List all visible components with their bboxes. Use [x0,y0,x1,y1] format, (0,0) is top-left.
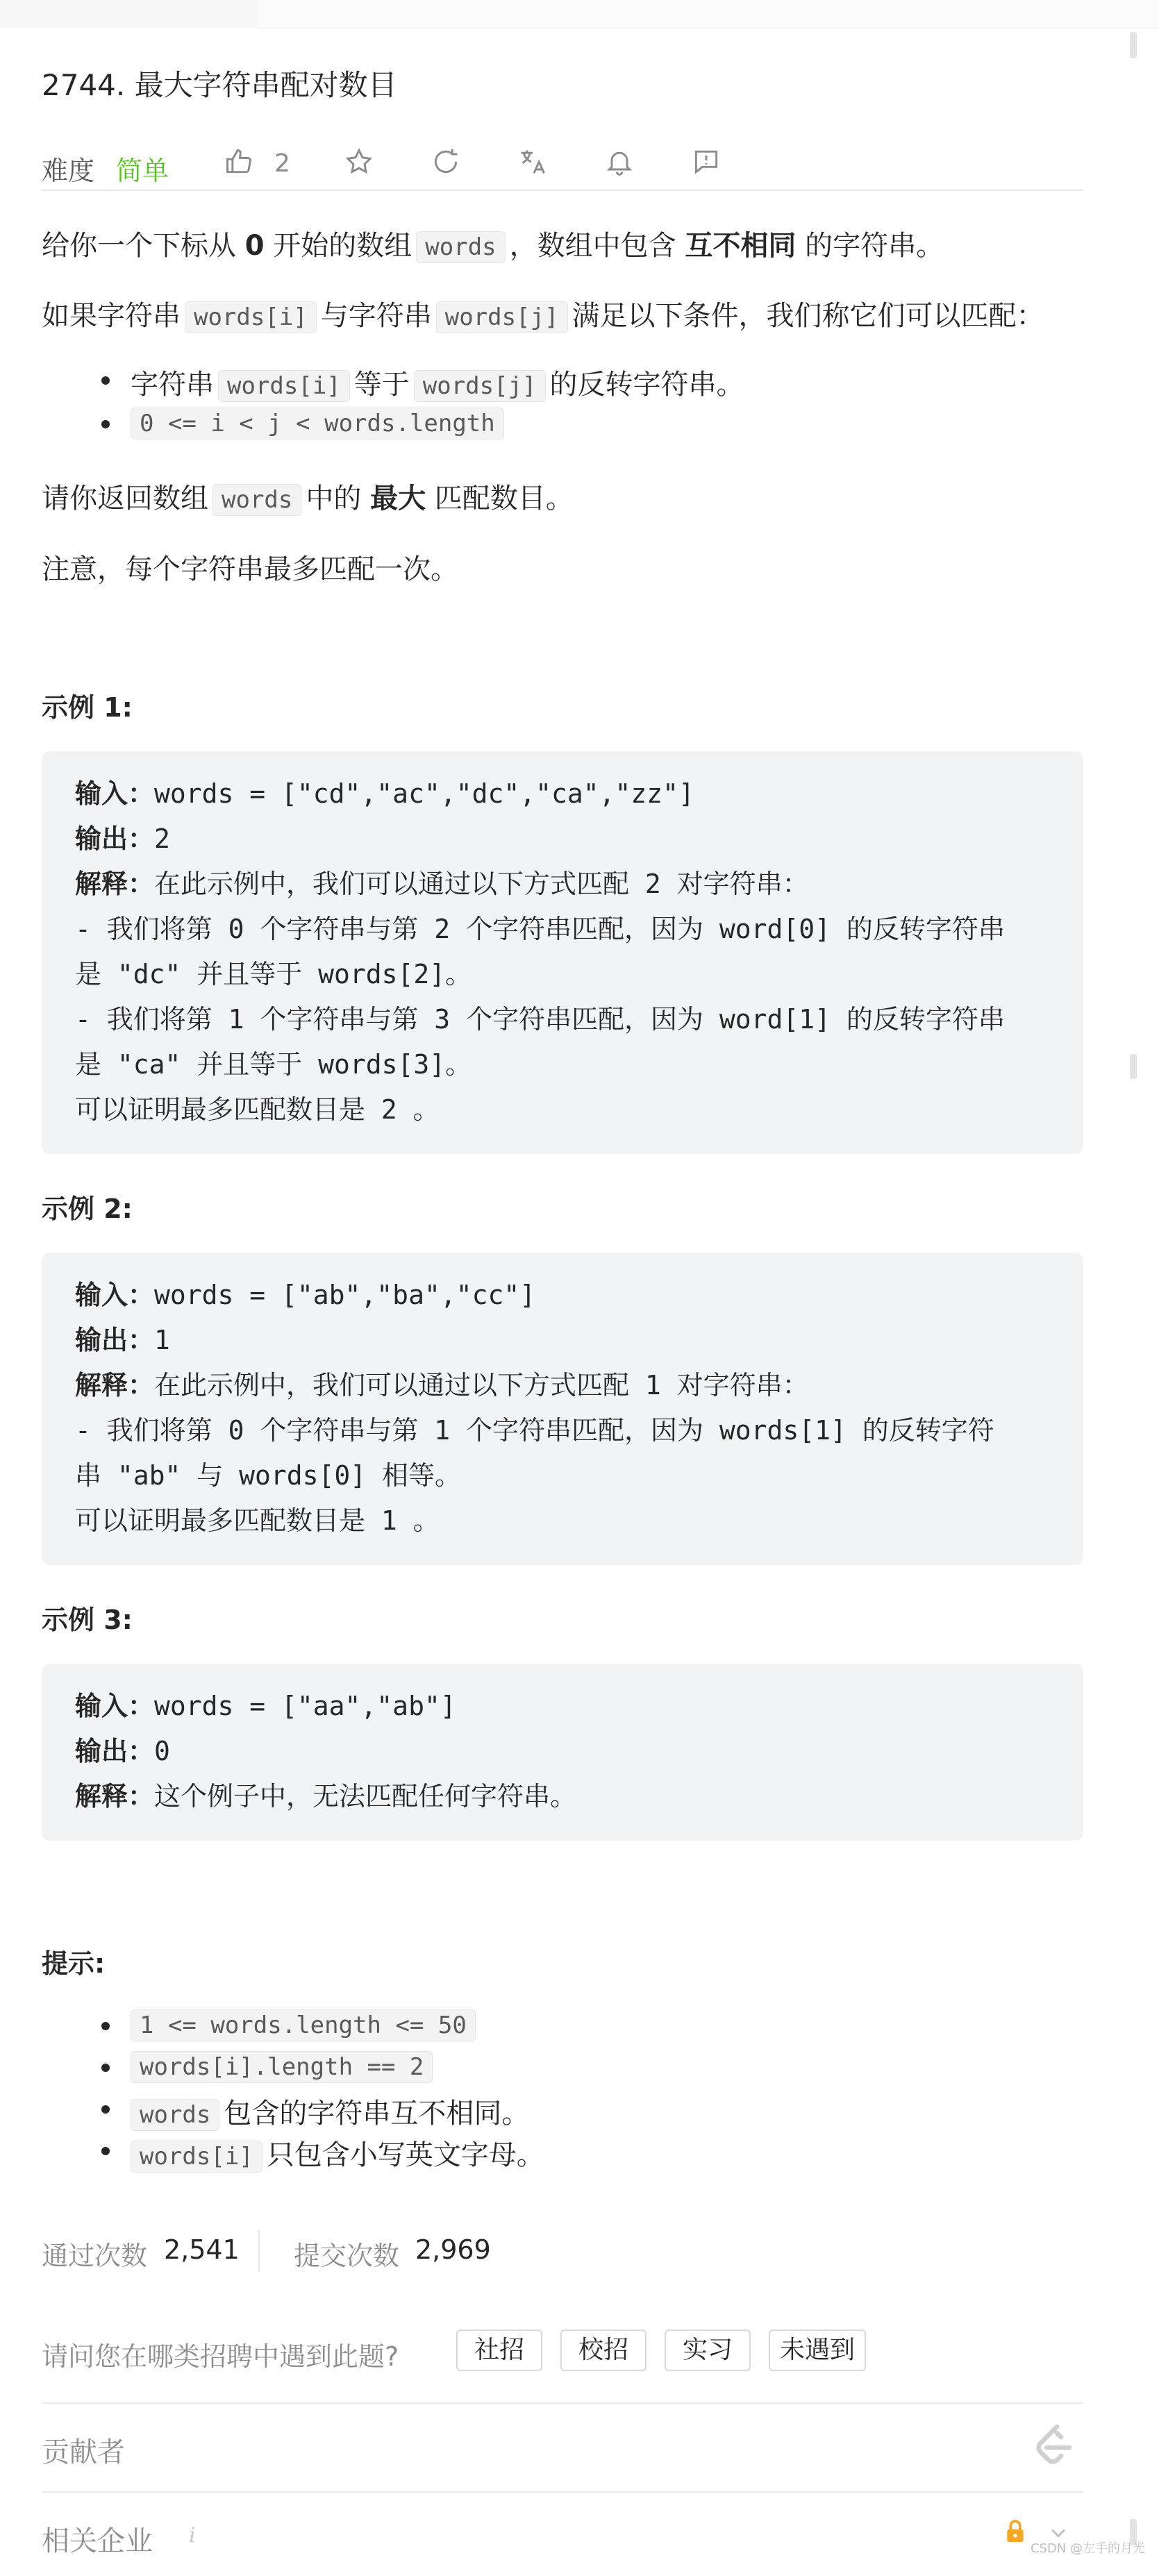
example-1-block [42,751,1083,1154]
submissions-label: 提交次数 [294,2241,400,2271]
inline-code: words [131,2099,219,2131]
description-paragraph-2: 如果字符串 words[i] 与字符串 words[j] 满足以下条件，我们称它们可以匹配： [42,300,1044,332]
recruit-option-intern[interactable]: 实习 [665,2330,751,2371]
watermark: CSDN @左手的月光 [1030,2541,1145,2556]
example-line: 输入：words = ["ab","ba","cc"] [75,1280,536,1310]
example-line: 输出：0 [75,1736,170,1766]
like-count: 2 [274,149,290,178]
example-line: 是 "dc" 并且等于 words[2]。 [75,959,472,989]
recruit-option-campus[interactable]: 校招 [560,2330,647,2371]
leetcode-logo-icon [1028,2420,1078,2470]
example-line: - 我们将第 0 个字符串与第 1 个字符串匹配，因为 words[1] 的反转字符 [75,1415,994,1446]
hint-item-3: words 包含的字符串互不相同。 [131,2091,529,2131]
inline-code: words[i] [185,301,317,333]
contributors-label: 贡献者 [42,2436,125,2468]
companies-row[interactable] [42,2491,1083,2576]
meta-divider [42,190,1083,191]
hints-heading: 提示: [42,1948,106,1979]
inline-code: words[i] [218,370,350,402]
description-paragraph-1: 给你一个下标从 0 开始的数组 words ，数组中包含 互不相同 的字符串。 [42,230,944,262]
condition-item-2 [131,406,508,440]
inline-code: 0 <= i < j < words.length [131,408,504,440]
example-line: 输出：2 [75,823,170,854]
example-line: 可以证明最多匹配数目是 1 。 [75,1505,440,1536]
example-line: 输入：words = ["aa","ab"] [75,1691,456,1721]
example-line: - 我们将第 1 个字符串与第 3 个字符串匹配，因为 word[1] 的反转字符串 [75,1004,1005,1035]
scrollbar-marker-top[interactable] [1130,32,1137,58]
accepted-label: 通过次数 [42,2241,148,2271]
companies-label: 相关企业 [42,2525,153,2557]
example-line: 解释：在此示例中，我们可以通过以下方式匹配 1 对字符串： [75,1370,809,1400]
recruit-option-social[interactable]: 社招 [456,2330,542,2371]
example-line: 串 "ab" 与 words[0] 相等。 [75,1460,462,1491]
top-bar [0,0,1159,28]
hint-item-4: words[i] 只包含小写英文字母。 [131,2133,544,2173]
scrollbar[interactable] [1126,28,1140,2541]
difficulty-label: 难度 [42,156,95,186]
translate-icon[interactable] [517,147,552,181]
recruit-option-none[interactable]: 未遇到 [769,2330,866,2371]
info-icon[interactable]: i [189,2523,196,2548]
problem-title: 2744. 最大字符串配对数目 [42,68,397,102]
recruit-question: 请问您在哪类招聘中遇到此题? [42,2341,399,2372]
top-bar-fill [258,0,1159,28]
contributors-row[interactable] [42,2402,1083,2487]
accepted-count: 2,541 [164,2234,240,2265]
scrollbar-thumb[interactable] [1130,1054,1137,1079]
problem-meta [42,149,1083,188]
example-3-block [42,1664,1083,1841]
inline-code: 1 <= words.length <= 50 [131,2009,476,2041]
tab-strip[interactable] [0,0,259,28]
example-1-heading: 示例 1: [42,692,133,723]
difficulty-badge: 简单 [116,156,169,186]
example-line: - 我们将第 0 个字符串与第 2 个字符串匹配，因为 word[0] 的反转字符串 [75,914,1005,944]
description-note: 注意，每个字符串最多匹配一次。 [42,553,458,585]
inline-code: words[i].length == 2 [131,2051,433,2083]
example-line: 可以证明最多匹配数目是 2 。 [75,1094,440,1125]
inline-code: words [416,231,505,263]
example-line: 输入：words = ["cd","ac","dc","ca","zz"] [75,778,694,809]
inline-code: words[i] [131,2141,262,2173]
inline-code: words [212,484,301,516]
condition-item-1: 字符串 words[i] 等于 words[j] 的反转字符串。 [131,362,744,402]
hint-item-2 [131,2050,437,2083]
submissions-count: 2,969 [415,2234,491,2265]
example-line: 输出：1 [75,1325,170,1355]
example-2-heading: 示例 2: [42,1194,133,1224]
example-line: 解释：在此示例中，我们可以通过以下方式匹配 2 对字符串： [75,869,809,899]
bell-icon[interactable] [604,147,639,181]
lock-icon [1001,2518,1032,2548]
description-paragraph-3: 请你返回数组 words 中的 最大 匹配数目。 [42,483,574,515]
thumbs-up-icon[interactable] [224,147,258,181]
inline-code: words[j] [436,301,568,333]
submission-stats [42,2234,1083,2276]
star-icon[interactable] [344,147,378,181]
hint-item-1 [131,2008,480,2041]
share-icon[interactable] [431,147,465,181]
example-line: 解释：这个例子中，无法匹配任何字符串。 [75,1781,577,1812]
feedback-icon[interactable] [691,147,726,181]
recruit-survey [42,2330,1083,2378]
example-line: 是 "ca" 并且等于 words[3]。 [75,1049,472,1080]
inline-code: words[j] [414,370,546,402]
example-2-block [42,1253,1083,1565]
stats-separator [258,2230,260,2272]
example-3-heading: 示例 3: [42,1605,133,1635]
